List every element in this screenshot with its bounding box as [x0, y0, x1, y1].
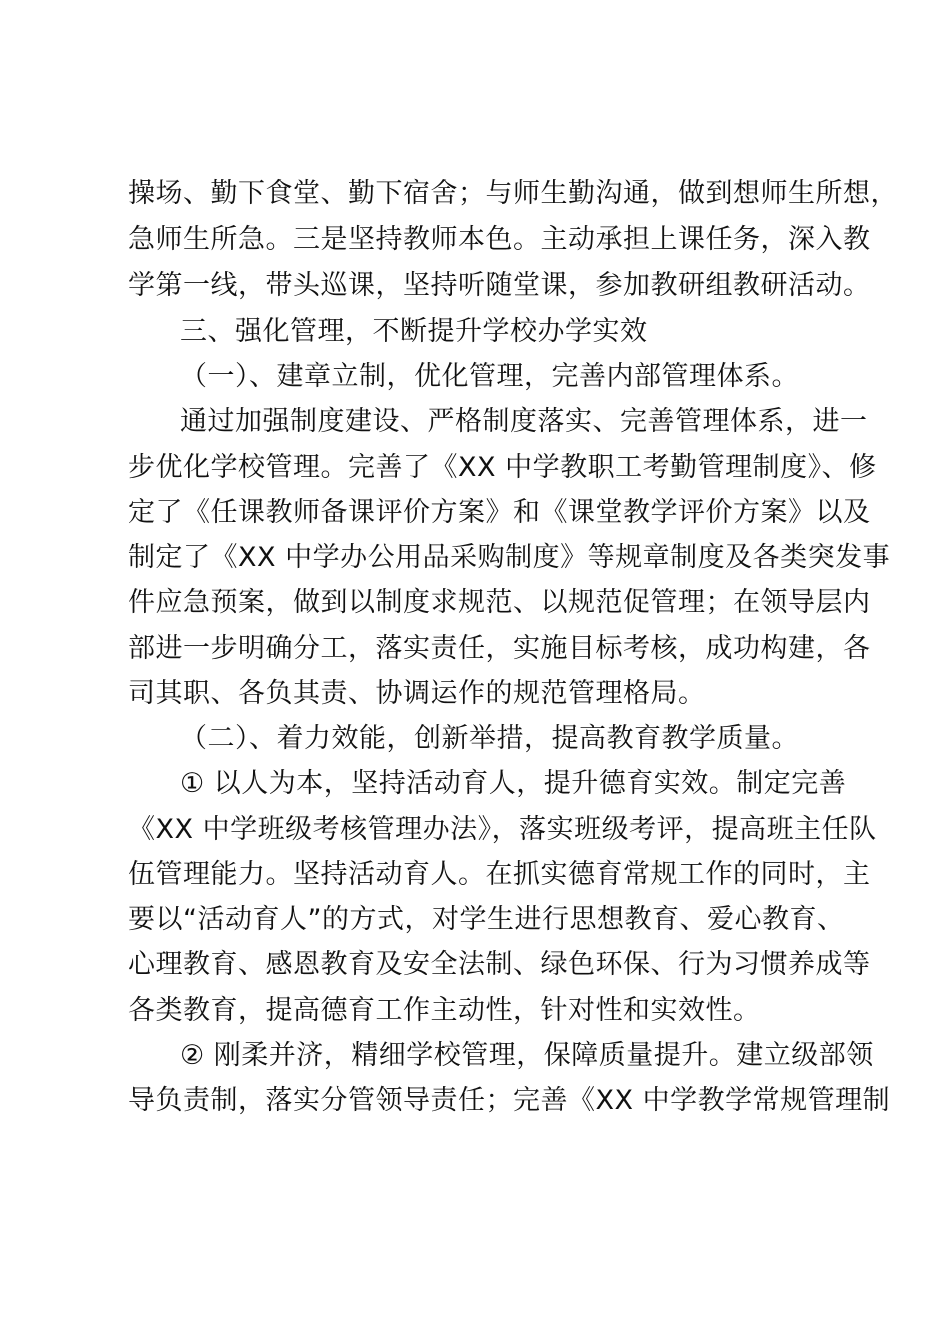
text-line: 制定了《XX 中学办公用品采购制度》等规章制度及各类突发事 [128, 542, 891, 573]
text-line: 各类教育，提高德育工作主动性，针对性和实效性。 [128, 995, 761, 1026]
text-line: 步优化学校管理。完善了《XX 中学教职工考勤管理制度》、修 [128, 452, 877, 483]
text-line: 急师生所急。三是坚持教师本色。主动承担上课任务，深入教 [128, 224, 871, 255]
text-line: 定了《任课教师备课评价方案》和《课堂教学评价方案》以及 [128, 497, 871, 528]
text-line: 心理教育、感恩教育及安全法制、绿色环保、行为习惯养成等 [128, 949, 871, 980]
text-line: 司其职、各负其责、协调运作的规范管理格局。 [128, 678, 706, 709]
text-line: 件应急预案，做到以制度求规范、以规范促管理；在领导层内 [128, 587, 871, 618]
text-line: 伍管理能力。坚持活动育人。在抓实德育常规工作的同时，主 [128, 859, 871, 890]
subsection-heading: （二）、着力效能，创新举措，提高教育教学质量。 [180, 723, 799, 754]
text-line: 学第一线，带头巡课，坚持听随堂课，参加教研组教研活动。 [128, 270, 871, 301]
text-line: 部进一步明确分工，落实责任，实施目标考核，成功构建，各 [128, 633, 871, 664]
text-line: 操场、勤下食堂、勤下宿舍；与师生勤沟通，做到想师生所想， [128, 178, 898, 209]
section-heading: 三、强化管理，不断提升学校办学实效 [180, 316, 648, 347]
text-line: 导负责制，落实分管领导责任；完善《XX 中学教学常规管理制 [128, 1085, 891, 1116]
subsection-heading: （一）、建章立制，优化管理，完善内部管理体系。 [180, 361, 799, 392]
text-line: 《XX 中学班级考核管理办法》，落实班级考评，提高班主任队 [128, 814, 877, 845]
text-line: 通过加强制度建设、严格制度落实、完善管理体系，进一 [180, 406, 868, 437]
text-line: 要以“活动育人”的方式，对学生进行思想教育、爱心教育、 [128, 904, 845, 935]
text-line: ① 以人为本，坚持活动育人，提升德育实效。制定完善 [180, 768, 847, 799]
text-line: ② 刚柔并济，精细学校管理，保障质量提升。建立级部领 [180, 1040, 874, 1071]
